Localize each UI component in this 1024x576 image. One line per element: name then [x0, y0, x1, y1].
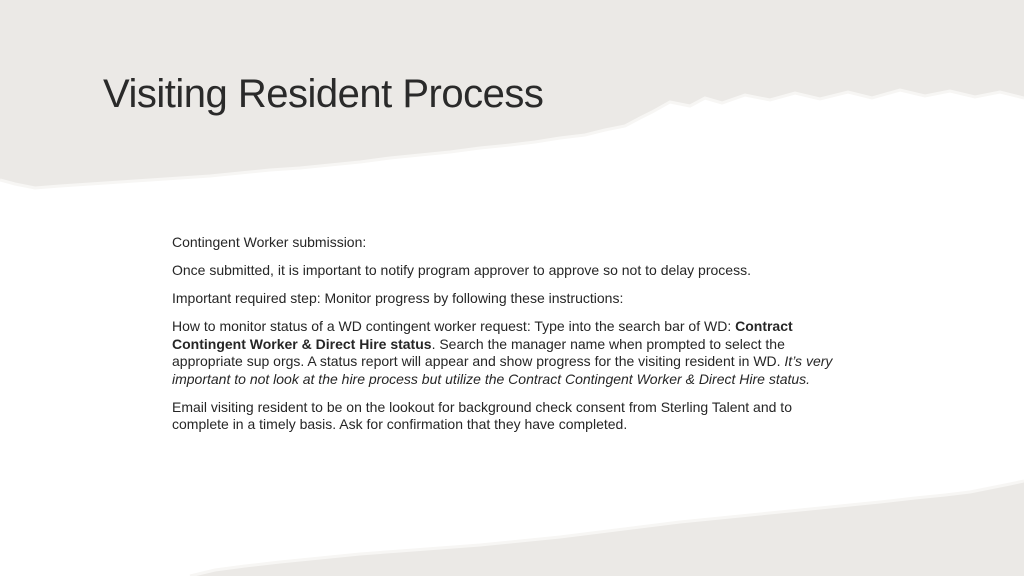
- monitor-text-warning: It’s very important to not look at the hire process but utilize the Contract Contingent Worker & Direct Hire status.: [172, 353, 833, 387]
- paragraph-monitor-instructions: [172, 318, 852, 388]
- paragraph-email-resident: Email visiting resident to be on the lookout for background check consent from Sterling Talent and to complete in a timely basis. Ask for confirmation that they have completed.: [172, 398, 792, 432]
- paragraph-notify-approver: Once submitted, it is important to notify program approver to approve so not to delay process.: [172, 262, 751, 278]
- paragraph-required-step: Important required step: Monitor progress by following these instructions:: [172, 290, 624, 306]
- bottom-torn-paper-shape: [190, 481, 1024, 576]
- slide-title: Visiting Resident Process: [103, 72, 544, 116]
- monitor-text-intro: How to monitor status of a WD contingent worker request: Type into the search bar of WD:: [172, 318, 736, 334]
- monitor-search-term: Contract Contingent Worker & Direct Hire status: [172, 318, 793, 352]
- paragraph-submission: Contingent Worker submission:: [172, 234, 367, 250]
- slide-body: [172, 234, 852, 444]
- monitor-text-steps: . Search the manager name when prompted to select the appropriate sup orgs. A status report will appear and show progress for the visiting resident in WD.: [172, 335, 785, 369]
